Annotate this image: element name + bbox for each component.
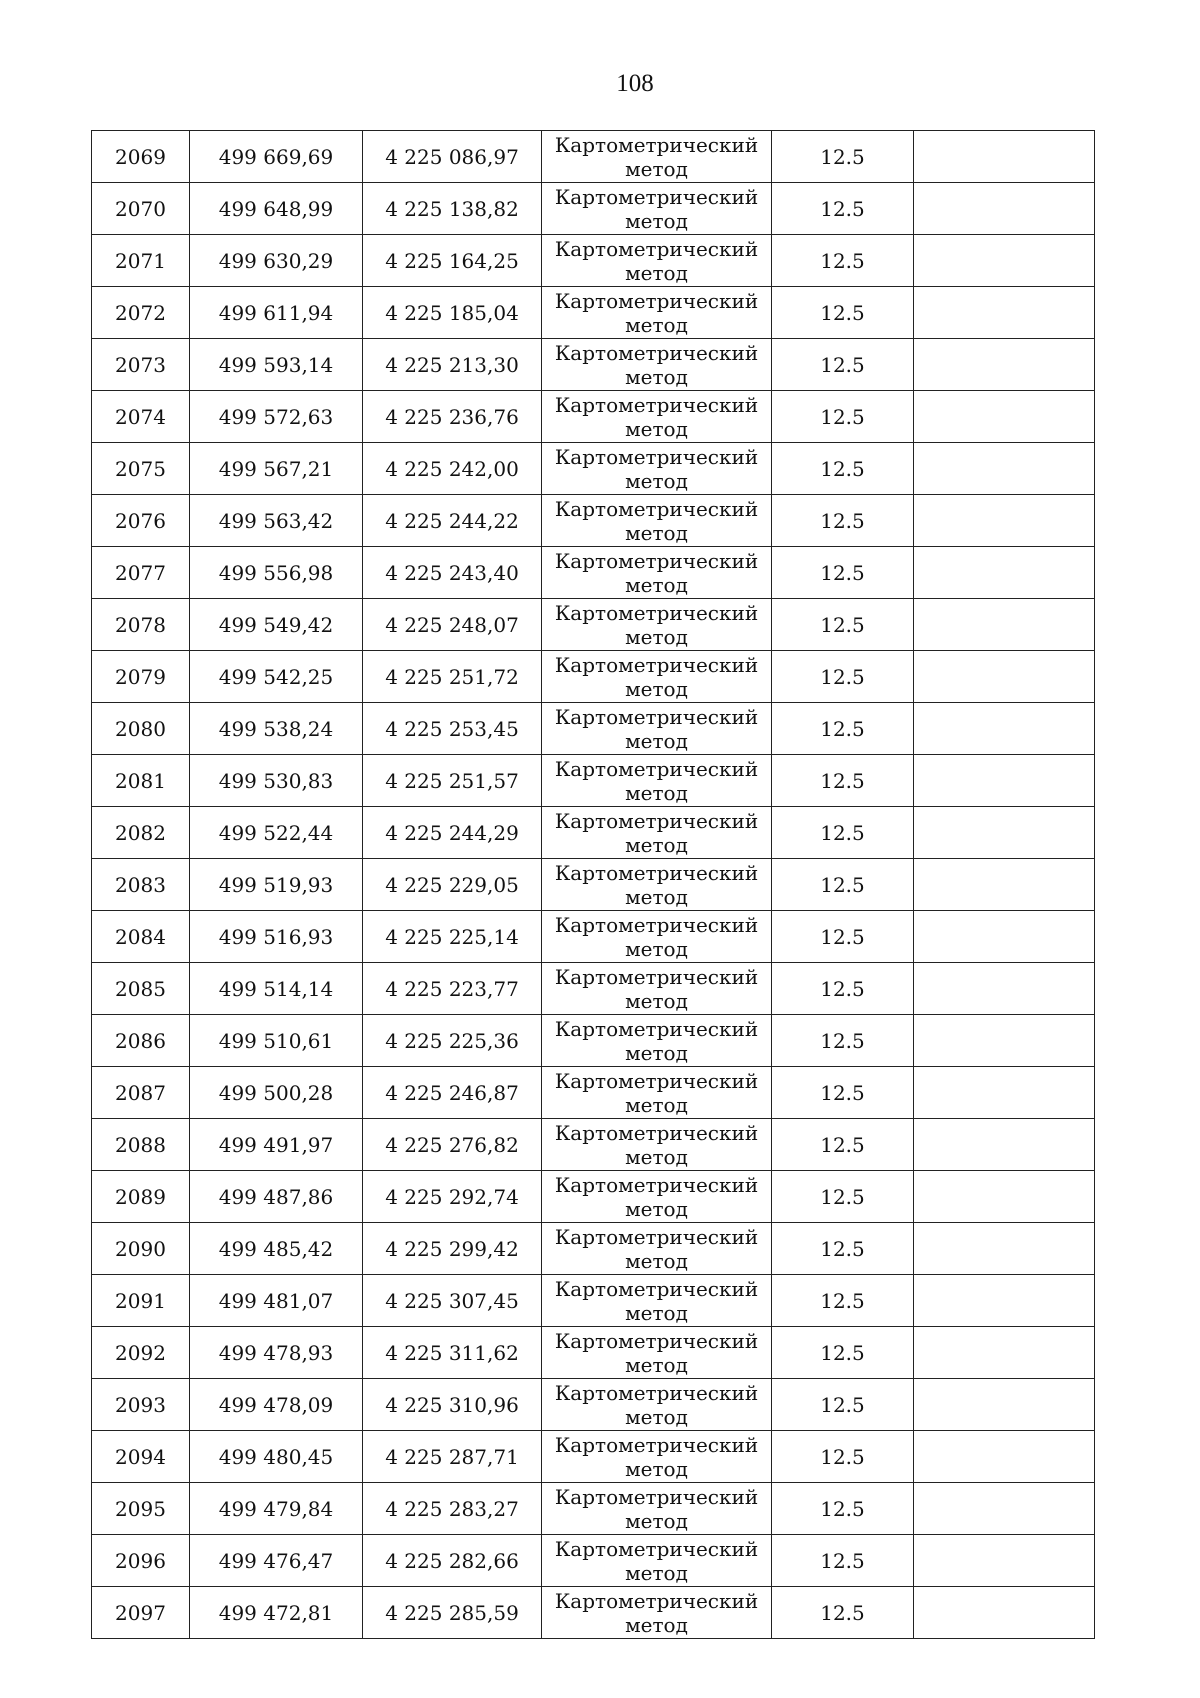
empty-cell [914, 1275, 1095, 1327]
accuracy-cell: 12.5 [772, 547, 914, 599]
accuracy-cell: 12.5 [772, 183, 914, 235]
method-line-2: метод [625, 832, 688, 857]
method-cell [542, 1119, 772, 1171]
method-line-2: метод [625, 728, 688, 753]
accuracy-cell: 12.5 [772, 1275, 914, 1327]
method-line-2: метод [625, 468, 688, 493]
y-coordinate-cell: 4 225 251,57 [363, 755, 542, 807]
method-line-1: Картометрический [554, 1328, 759, 1353]
x-coordinate-cell: 499 542,25 [190, 651, 363, 703]
x-coordinate-cell: 499 479,84 [190, 1483, 363, 1535]
method-cell [542, 911, 772, 963]
method-line-1: Картометрический [554, 1536, 759, 1561]
coordinates-table [91, 130, 1095, 1639]
empty-cell [914, 1327, 1095, 1379]
y-coordinate-cell: 4 225 246,87 [363, 1067, 542, 1119]
empty-cell [914, 183, 1095, 235]
empty-cell [914, 1379, 1095, 1431]
point-number-cell: 2077 [92, 547, 190, 599]
method-cell [542, 1587, 772, 1639]
point-number-cell: 2093 [92, 1379, 190, 1431]
point-number-cell: 2069 [92, 131, 190, 183]
table-row [92, 1171, 1095, 1223]
y-coordinate-cell: 4 225 248,07 [363, 599, 542, 651]
y-coordinate-cell: 4 225 251,72 [363, 651, 542, 703]
method-line-1: Картометрический [554, 860, 759, 885]
method-line-1: Картометрический [554, 1588, 759, 1613]
y-coordinate-cell: 4 225 310,96 [363, 1379, 542, 1431]
method-cell [542, 807, 772, 859]
method-line-1: Картометрический [554, 756, 759, 781]
accuracy-cell: 12.5 [772, 755, 914, 807]
y-coordinate-cell: 4 225 311,62 [363, 1327, 542, 1379]
point-number-cell: 2074 [92, 391, 190, 443]
x-coordinate-cell: 499 572,63 [190, 391, 363, 443]
y-coordinate-cell: 4 225 244,22 [363, 495, 542, 547]
point-number-cell: 2085 [92, 963, 190, 1015]
empty-cell [914, 131, 1095, 183]
accuracy-cell: 12.5 [772, 1587, 914, 1639]
table-row [92, 911, 1095, 963]
method-line-1: Картометрический [554, 1172, 759, 1197]
x-coordinate-cell: 499 478,09 [190, 1379, 363, 1431]
method-cell [542, 131, 772, 183]
point-number-cell: 2071 [92, 235, 190, 287]
table-row [92, 183, 1095, 235]
table-row [92, 599, 1095, 651]
method-line-1: Картометрический [554, 1016, 759, 1041]
method-cell [542, 287, 772, 339]
y-coordinate-cell: 4 225 253,45 [363, 703, 542, 755]
point-number-cell: 2070 [92, 183, 190, 235]
method-line-1: Картометрический [554, 808, 759, 833]
point-number-cell: 2079 [92, 651, 190, 703]
method-cell [542, 339, 772, 391]
accuracy-cell: 12.5 [772, 651, 914, 703]
y-coordinate-cell: 4 225 242,00 [363, 443, 542, 495]
method-line-2: метод [625, 1456, 688, 1481]
point-number-cell: 2092 [92, 1327, 190, 1379]
method-cell [542, 1067, 772, 1119]
method-line-1: Картометрический [554, 912, 759, 937]
method-cell [542, 1223, 772, 1275]
y-coordinate-cell: 4 225 282,66 [363, 1535, 542, 1587]
point-number-cell: 2089 [92, 1171, 190, 1223]
method-line-2: метод [625, 572, 688, 597]
accuracy-cell: 12.5 [772, 807, 914, 859]
x-coordinate-cell: 499 563,42 [190, 495, 363, 547]
accuracy-cell: 12.5 [772, 599, 914, 651]
method-line-1: Картометрический [554, 132, 759, 157]
table-row [92, 495, 1095, 547]
accuracy-cell: 12.5 [772, 443, 914, 495]
y-coordinate-cell: 4 225 292,74 [363, 1171, 542, 1223]
y-coordinate-cell: 4 225 287,71 [363, 1431, 542, 1483]
accuracy-cell: 12.5 [772, 1535, 914, 1587]
x-coordinate-cell: 499 519,93 [190, 859, 363, 911]
table-row [92, 287, 1095, 339]
table-row [92, 1587, 1095, 1639]
accuracy-cell: 12.5 [772, 963, 914, 1015]
x-coordinate-cell: 499 481,07 [190, 1275, 363, 1327]
point-number-cell: 2091 [92, 1275, 190, 1327]
y-coordinate-cell: 4 225 225,14 [363, 911, 542, 963]
table-row [92, 547, 1095, 599]
point-number-cell: 2087 [92, 1067, 190, 1119]
table-row [92, 443, 1095, 495]
y-coordinate-cell: 4 225 285,59 [363, 1587, 542, 1639]
method-cell [542, 599, 772, 651]
empty-cell [914, 1587, 1095, 1639]
empty-cell [914, 1483, 1095, 1535]
method-cell [542, 651, 772, 703]
y-coordinate-cell: 4 225 283,27 [363, 1483, 542, 1535]
method-cell [542, 859, 772, 911]
method-line-2: метод [625, 1196, 688, 1221]
method-cell [542, 547, 772, 599]
method-line-1: Картометрический [554, 184, 759, 209]
method-cell [542, 755, 772, 807]
point-number-cell: 2097 [92, 1587, 190, 1639]
method-line-2: метод [625, 676, 688, 701]
method-line-2: метод [625, 988, 688, 1013]
y-coordinate-cell: 4 225 229,05 [363, 859, 542, 911]
method-cell [542, 495, 772, 547]
accuracy-cell: 12.5 [772, 1067, 914, 1119]
method-cell [542, 1275, 772, 1327]
method-line-1: Картометрический [554, 1484, 759, 1509]
method-line-2: метод [625, 1404, 688, 1429]
empty-cell [914, 1223, 1095, 1275]
empty-cell [914, 963, 1095, 1015]
point-number-cell: 2088 [92, 1119, 190, 1171]
accuracy-cell: 12.5 [772, 1379, 914, 1431]
x-coordinate-cell: 499 516,93 [190, 911, 363, 963]
x-coordinate-cell: 499 611,94 [190, 287, 363, 339]
empty-cell [914, 1171, 1095, 1223]
point-number-cell: 2081 [92, 755, 190, 807]
y-coordinate-cell: 4 225 164,25 [363, 235, 542, 287]
method-cell [542, 703, 772, 755]
empty-cell [914, 1015, 1095, 1067]
y-coordinate-cell: 4 225 299,42 [363, 1223, 542, 1275]
method-line-2: метод [625, 1092, 688, 1117]
method-cell [542, 1483, 772, 1535]
page-number: 108 [616, 70, 654, 97]
method-line-2: метод [625, 1300, 688, 1325]
method-line-2: метод [625, 1508, 688, 1533]
table-row [92, 1119, 1095, 1171]
table-row [92, 235, 1095, 287]
method-line-2: метод [625, 416, 688, 441]
point-number-cell: 2072 [92, 287, 190, 339]
x-coordinate-cell: 499 593,14 [190, 339, 363, 391]
accuracy-cell: 12.5 [772, 235, 914, 287]
table-row [92, 1327, 1095, 1379]
empty-cell [914, 1119, 1095, 1171]
method-line-2: метод [625, 1144, 688, 1169]
empty-cell [914, 339, 1095, 391]
y-coordinate-cell: 4 225 223,77 [363, 963, 542, 1015]
table-row [92, 1223, 1095, 1275]
table-row [92, 651, 1095, 703]
x-coordinate-cell: 499 630,29 [190, 235, 363, 287]
method-line-1: Картометрический [554, 1068, 759, 1093]
coordinates-table-body [92, 131, 1095, 1639]
method-line-1: Картометрический [554, 1120, 759, 1145]
method-cell [542, 1379, 772, 1431]
x-coordinate-cell: 499 567,21 [190, 443, 363, 495]
table-row [92, 859, 1095, 911]
table-row [92, 339, 1095, 391]
y-coordinate-cell: 4 225 213,30 [363, 339, 542, 391]
empty-cell [914, 1067, 1095, 1119]
method-line-2: метод [625, 884, 688, 909]
method-line-1: Картометрический [554, 548, 759, 573]
method-line-1: Картометрический [554, 1380, 759, 1405]
y-coordinate-cell: 4 225 185,04 [363, 287, 542, 339]
table-row [92, 755, 1095, 807]
method-line-1: Картометрический [554, 496, 759, 521]
empty-cell [914, 287, 1095, 339]
method-cell [542, 391, 772, 443]
accuracy-cell: 12.5 [772, 859, 914, 911]
x-coordinate-cell: 499 485,42 [190, 1223, 363, 1275]
table-row [92, 1535, 1095, 1587]
empty-cell [914, 1431, 1095, 1483]
method-line-1: Картометрический [554, 1432, 759, 1457]
y-coordinate-cell: 4 225 225,36 [363, 1015, 542, 1067]
empty-cell [914, 911, 1095, 963]
method-line-2: метод [625, 312, 688, 337]
point-number-cell: 2082 [92, 807, 190, 859]
point-number-cell: 2073 [92, 339, 190, 391]
accuracy-cell: 12.5 [772, 911, 914, 963]
method-line-1: Картометрический [554, 964, 759, 989]
x-coordinate-cell: 499 500,28 [190, 1067, 363, 1119]
method-line-1: Картометрический [554, 704, 759, 729]
method-line-2: метод [625, 624, 688, 649]
empty-cell [914, 807, 1095, 859]
method-line-1: Картометрический [554, 1224, 759, 1249]
x-coordinate-cell: 499 478,93 [190, 1327, 363, 1379]
table-row [92, 1015, 1095, 1067]
x-coordinate-cell: 499 472,81 [190, 1587, 363, 1639]
method-cell [542, 1015, 772, 1067]
x-coordinate-cell: 499 549,42 [190, 599, 363, 651]
table-row [92, 703, 1095, 755]
accuracy-cell: 12.5 [772, 131, 914, 183]
method-line-1: Картометрический [554, 392, 759, 417]
table-row [92, 1067, 1095, 1119]
table-row [92, 1483, 1095, 1535]
accuracy-cell: 12.5 [772, 1483, 914, 1535]
empty-cell [914, 1535, 1095, 1587]
x-coordinate-cell: 499 522,44 [190, 807, 363, 859]
empty-cell [914, 547, 1095, 599]
method-line-1: Картометрический [554, 600, 759, 625]
method-line-2: метод [625, 1352, 688, 1377]
method-cell [542, 1535, 772, 1587]
y-coordinate-cell: 4 225 307,45 [363, 1275, 542, 1327]
y-coordinate-cell: 4 225 244,29 [363, 807, 542, 859]
point-number-cell: 2083 [92, 859, 190, 911]
method-cell [542, 1431, 772, 1483]
empty-cell [914, 391, 1095, 443]
method-line-2: метод [625, 364, 688, 389]
accuracy-cell: 12.5 [772, 1327, 914, 1379]
table-row [92, 391, 1095, 443]
accuracy-cell: 12.5 [772, 1119, 914, 1171]
empty-cell [914, 495, 1095, 547]
method-line-2: метод [625, 1612, 688, 1637]
empty-cell [914, 235, 1095, 287]
accuracy-cell: 12.5 [772, 339, 914, 391]
point-number-cell: 2095 [92, 1483, 190, 1535]
x-coordinate-cell: 499 491,97 [190, 1119, 363, 1171]
empty-cell [914, 703, 1095, 755]
table-row [92, 963, 1095, 1015]
point-number-cell: 2094 [92, 1431, 190, 1483]
method-line-1: Картометрический [554, 288, 759, 313]
method-line-1: Картометрический [554, 1276, 759, 1301]
method-line-2: метод [625, 520, 688, 545]
x-coordinate-cell: 499 669,69 [190, 131, 363, 183]
method-cell [542, 963, 772, 1015]
method-line-1: Картометрический [554, 236, 759, 261]
x-coordinate-cell: 499 556,98 [190, 547, 363, 599]
y-coordinate-cell: 4 225 086,97 [363, 131, 542, 183]
accuracy-cell: 12.5 [772, 391, 914, 443]
table-row [92, 1379, 1095, 1431]
accuracy-cell: 12.5 [772, 1171, 914, 1223]
y-coordinate-cell: 4 225 236,76 [363, 391, 542, 443]
accuracy-cell: 12.5 [772, 1223, 914, 1275]
empty-cell [914, 859, 1095, 911]
empty-cell [914, 443, 1095, 495]
point-number-cell: 2080 [92, 703, 190, 755]
y-coordinate-cell: 4 225 276,82 [363, 1119, 542, 1171]
table-row [92, 1431, 1095, 1483]
x-coordinate-cell: 499 538,24 [190, 703, 363, 755]
method-line-1: Картометрический [554, 652, 759, 677]
method-cell [542, 443, 772, 495]
empty-cell [914, 755, 1095, 807]
x-coordinate-cell: 499 487,86 [190, 1171, 363, 1223]
method-line-2: метод [625, 936, 688, 961]
accuracy-cell: 12.5 [772, 1431, 914, 1483]
x-coordinate-cell: 499 476,47 [190, 1535, 363, 1587]
x-coordinate-cell: 499 480,45 [190, 1431, 363, 1483]
method-cell [542, 1171, 772, 1223]
method-line-1: Картометрический [554, 444, 759, 469]
y-coordinate-cell: 4 225 243,40 [363, 547, 542, 599]
x-coordinate-cell: 499 514,14 [190, 963, 363, 1015]
method-line-2: метод [625, 260, 688, 285]
method-line-2: метод [625, 1560, 688, 1585]
accuracy-cell: 12.5 [772, 703, 914, 755]
point-number-cell: 2076 [92, 495, 190, 547]
empty-cell [914, 651, 1095, 703]
accuracy-cell: 12.5 [772, 1015, 914, 1067]
method-cell [542, 1327, 772, 1379]
point-number-cell: 2086 [92, 1015, 190, 1067]
accuracy-cell: 12.5 [772, 287, 914, 339]
method-line-2: метод [625, 1248, 688, 1273]
empty-cell [914, 599, 1095, 651]
table-row [92, 1275, 1095, 1327]
point-number-cell: 2090 [92, 1223, 190, 1275]
accuracy-cell: 12.5 [772, 495, 914, 547]
point-number-cell: 2078 [92, 599, 190, 651]
method-line-2: метод [625, 208, 688, 233]
method-line-2: метод [625, 780, 688, 805]
x-coordinate-cell: 499 530,83 [190, 755, 363, 807]
x-coordinate-cell: 499 648,99 [190, 183, 363, 235]
point-number-cell: 2096 [92, 1535, 190, 1587]
method-line-2: метод [625, 1040, 688, 1065]
point-number-cell: 2075 [92, 443, 190, 495]
y-coordinate-cell: 4 225 138,82 [363, 183, 542, 235]
x-coordinate-cell: 499 510,61 [190, 1015, 363, 1067]
method-line-1: Картометрический [554, 340, 759, 365]
method-line-2: метод [625, 156, 688, 181]
point-number-cell: 2084 [92, 911, 190, 963]
method-cell [542, 235, 772, 287]
table-row [92, 131, 1095, 183]
table-row [92, 807, 1095, 859]
method-cell [542, 183, 772, 235]
